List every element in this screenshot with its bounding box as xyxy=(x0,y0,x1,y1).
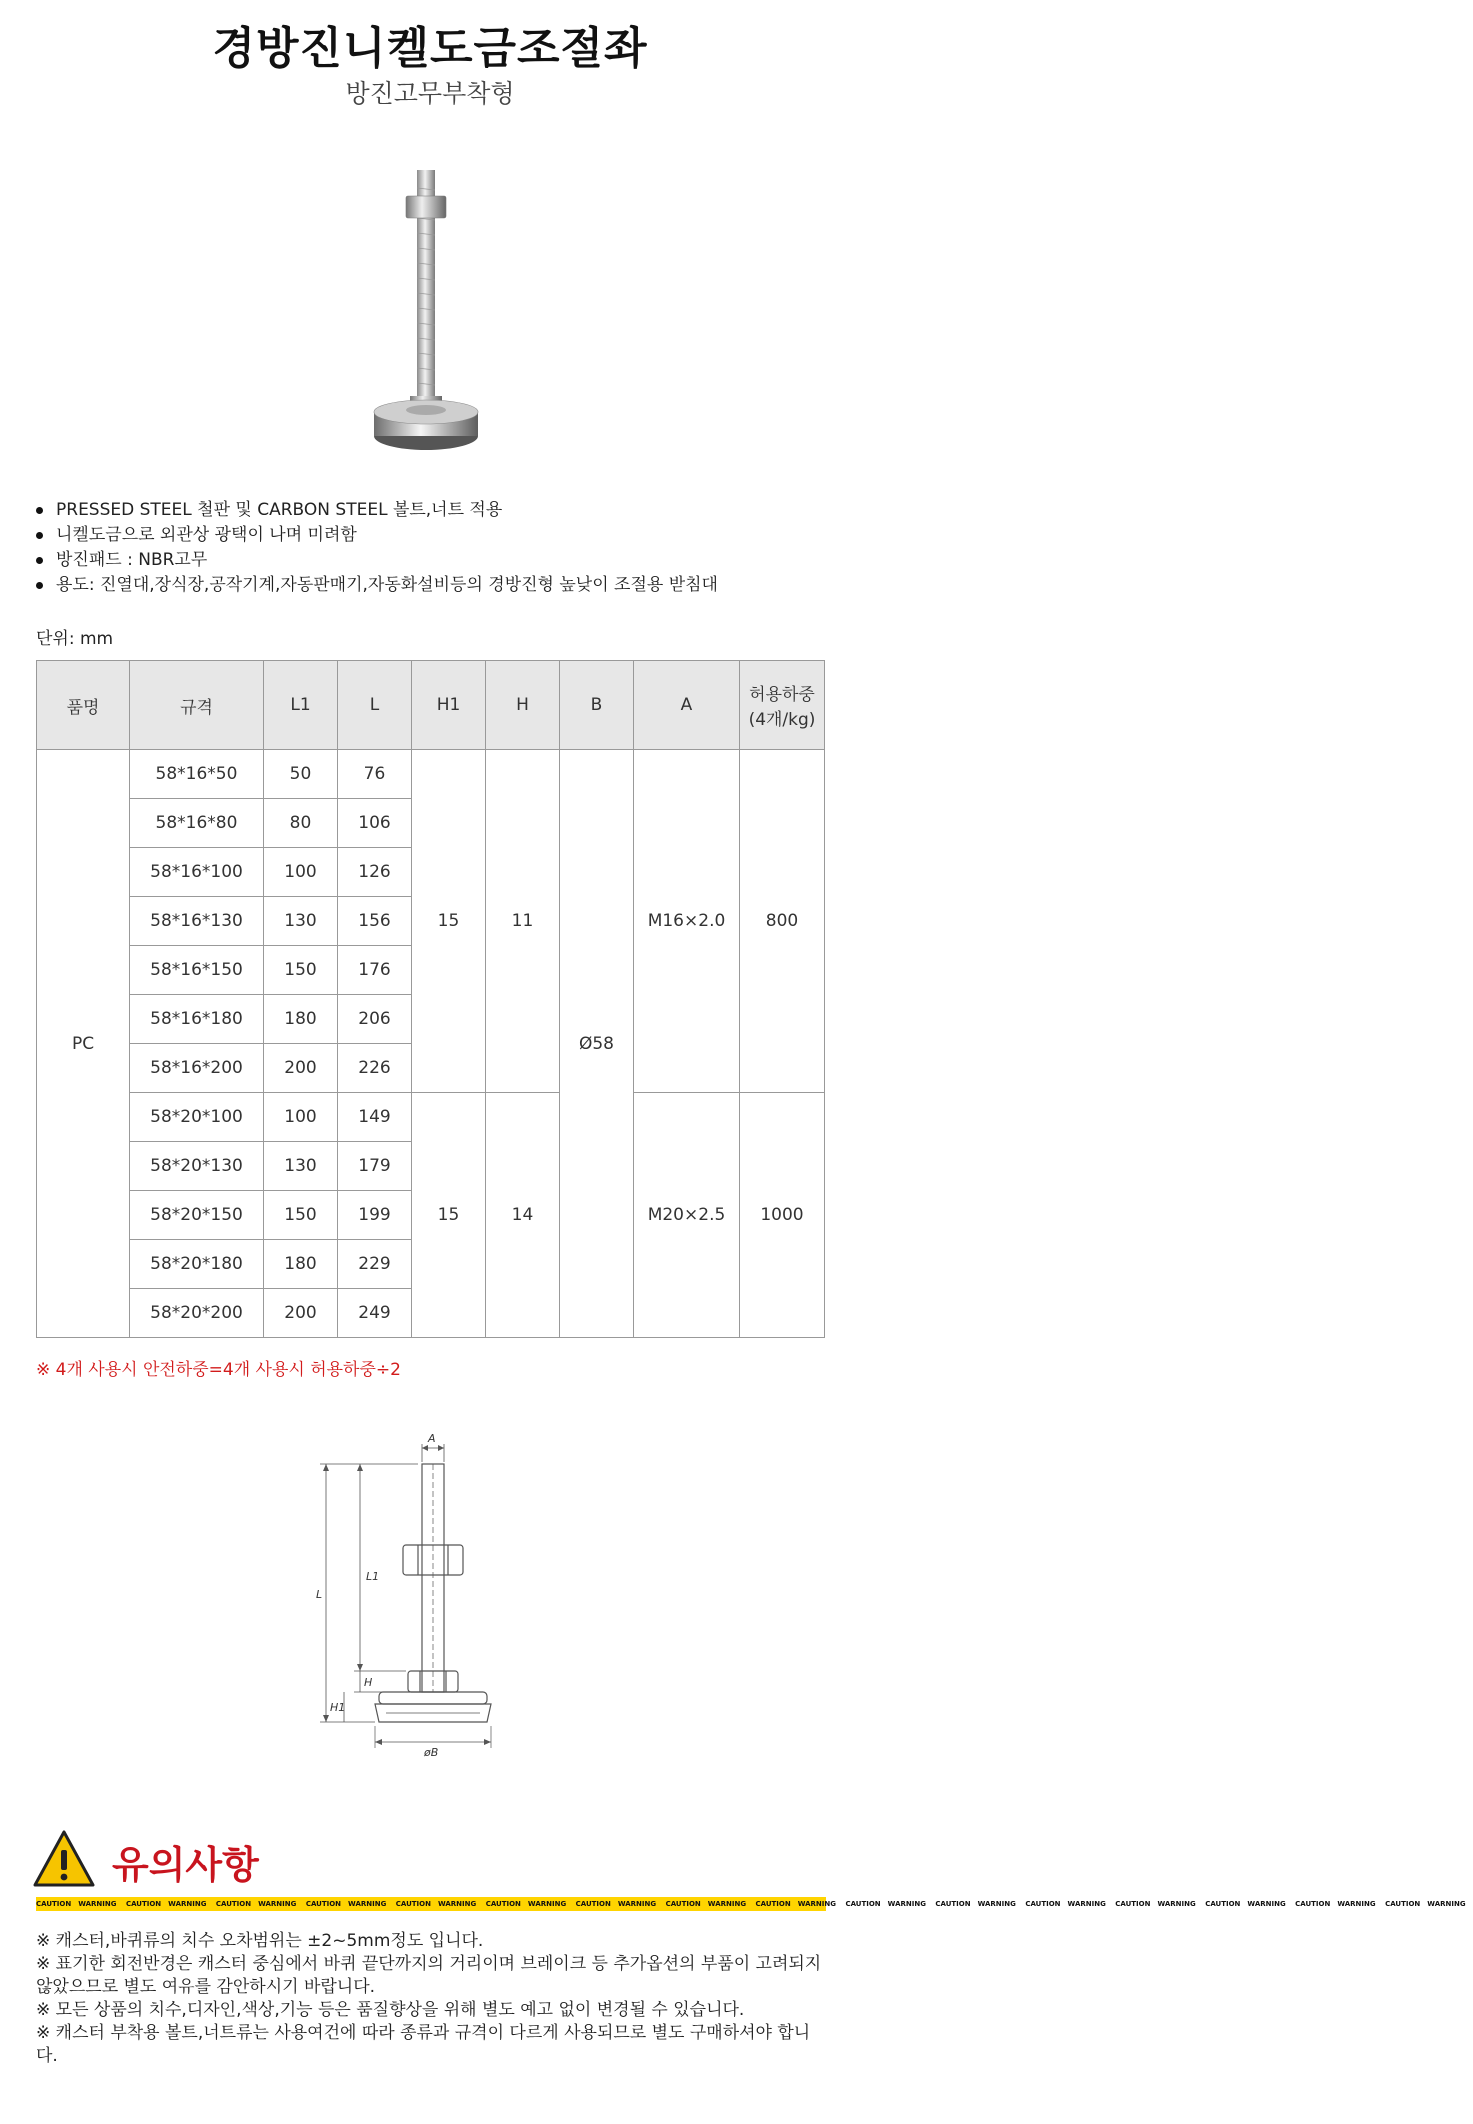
l1-cell: 150 xyxy=(264,1191,338,1240)
l1-cell: 130 xyxy=(264,897,338,946)
b-cell: Ø58 xyxy=(560,750,634,1338)
dimension-diagram xyxy=(300,1430,560,1770)
table-row xyxy=(37,750,825,799)
l1-cell: 100 xyxy=(264,848,338,897)
page-subtitle: 방진고무부착형 xyxy=(345,79,515,108)
spec-cell: 58*16*200 xyxy=(130,1044,264,1093)
diagram-label-b: øB xyxy=(424,1746,439,1759)
diagram-label-h: H xyxy=(364,1676,373,1689)
l1-cell: 150 xyxy=(264,946,338,995)
diagram-label-a: A xyxy=(428,1432,436,1445)
spec-cell: 58*16*130 xyxy=(130,897,264,946)
l1-cell: 180 xyxy=(264,995,338,1044)
l1-cell: 80 xyxy=(264,799,338,848)
diagram-label-l1: L1 xyxy=(366,1570,380,1583)
load-cell: 800 xyxy=(740,750,825,1093)
spec-cell: 58*16*50 xyxy=(130,750,264,799)
feature-list xyxy=(36,498,718,598)
safety-note: ※ 4개 사용시 안전하중=4개 사용시 허용하중÷2 xyxy=(36,1360,401,1380)
l-cell: 249 xyxy=(338,1289,412,1338)
caution-note: ※ 캐스터 부착용 볼트,너트류는 사용여건에 따라 종류과 규격이 다르게 사용되므로 별도 구매하셔야 합니다. xyxy=(36,2023,811,2066)
spec-cell: 58*16*180 xyxy=(130,995,264,1044)
col-header: A xyxy=(634,661,740,750)
unit-label: 단위: mm xyxy=(36,629,114,649)
feature-item: 용도: 진열대,장식장,공작기계,자동판매기,자동화설비등의 경방진형 높낮이 조절용 받침대 xyxy=(36,573,718,598)
col-header: H1 xyxy=(412,661,486,750)
h-cell: 11 xyxy=(486,750,560,1093)
l-cell: 126 xyxy=(338,848,412,897)
l1-cell: 50 xyxy=(264,750,338,799)
spec-table xyxy=(36,660,825,1338)
l-cell: 179 xyxy=(338,1142,412,1191)
col-header: L xyxy=(338,661,412,750)
col-header: H xyxy=(486,661,560,750)
diagram-label-h1: H1 xyxy=(330,1701,346,1714)
h1-cell: 15 xyxy=(412,750,486,1093)
warning-icon xyxy=(32,1828,96,1892)
caution-note: ※ 표기한 회전반경은 캐스터 중심에서 바퀴 끝단까지의 거리이며 브레이크 등 추가옵션의 부품이 고려되지 않았으므로 별도 여유를 감안하시기 바랍니다. xyxy=(36,1954,822,1997)
l-cell: 226 xyxy=(338,1044,412,1093)
spec-cell: 58*20*180 xyxy=(130,1240,264,1289)
a-cell: M20×2.5 xyxy=(634,1093,740,1338)
spec-cell: 58*16*150 xyxy=(130,946,264,995)
spec-cell: 58*20*200 xyxy=(130,1289,264,1338)
a-cell: M16×2.0 xyxy=(634,750,740,1093)
load-cell: 1000 xyxy=(740,1093,825,1338)
spec-cell: 58*16*80 xyxy=(130,799,264,848)
l1-cell: 180 xyxy=(264,1240,338,1289)
col-header-load: 허용하중 (4개/kg) xyxy=(740,661,825,750)
product-cell: PC xyxy=(37,750,130,1338)
col-header: B xyxy=(560,661,634,750)
table-header-row xyxy=(37,661,825,750)
col-header: 규격 xyxy=(130,661,264,750)
l-cell: 176 xyxy=(338,946,412,995)
l1-cell: 200 xyxy=(264,1289,338,1338)
l-cell: 156 xyxy=(338,897,412,946)
spec-cell: 58*20*100 xyxy=(130,1093,264,1142)
spec-cell: 58*20*130 xyxy=(130,1142,264,1191)
h1-cell: 15 xyxy=(412,1093,486,1338)
caution-note: ※ 캐스터,바퀴류의 치수 오차범위는 ±2~5mm정도 입니다. xyxy=(36,1931,484,1951)
l-cell: 229 xyxy=(338,1240,412,1289)
col-header: 품명 xyxy=(37,661,130,750)
l1-cell: 200 xyxy=(264,1044,338,1093)
caution-tape: CAUTION WARNING CAUTION WARNING CAUTION WARNING CAUTION WARNING CAUTION WARNING CAUTION WARNING CAUTION WARNING CAUTION WARNING CAUTION WARNING CAUTION WARNING CAUTION WARNING CAUTION WARNING CAUTION WARNING CAUTION WARNING CAUTION WARNING CAUTION WARNING xyxy=(36,1897,826,1911)
feature-item: 방진패드 : NBR고무 xyxy=(36,548,718,573)
l-cell: 149 xyxy=(338,1093,412,1142)
l1-cell: 100 xyxy=(264,1093,338,1142)
product-photo xyxy=(270,118,690,508)
caution-title: 유의사항 xyxy=(112,1843,259,1887)
feature-item: PRESSED STEEL 철판 및 CARBON STEEL 볼트,너트 적용 xyxy=(36,498,718,523)
spec-cell: 58*16*100 xyxy=(130,848,264,897)
l1-cell: 130 xyxy=(264,1142,338,1191)
caution-notes xyxy=(36,1930,826,2068)
page-title: 경방진니켈도금조절좌 xyxy=(212,23,648,74)
diagram-label-l: L xyxy=(316,1588,323,1601)
spec-cell: 58*20*150 xyxy=(130,1191,264,1240)
l-cell: 106 xyxy=(338,799,412,848)
table-row xyxy=(37,1093,825,1142)
col-header: L1 xyxy=(264,661,338,750)
l-cell: 76 xyxy=(338,750,412,799)
h-cell: 14 xyxy=(486,1093,560,1338)
feature-item: 니켈도금으로 외관상 광택이 나며 미려함 xyxy=(36,523,718,548)
l-cell: 199 xyxy=(338,1191,412,1240)
caution-note: ※ 모든 상품의 치수,디자인,색상,기능 등은 품질향상을 위해 별도 예고 없이 변경될 수 있습니다. xyxy=(36,2000,745,2020)
l-cell: 206 xyxy=(338,995,412,1044)
